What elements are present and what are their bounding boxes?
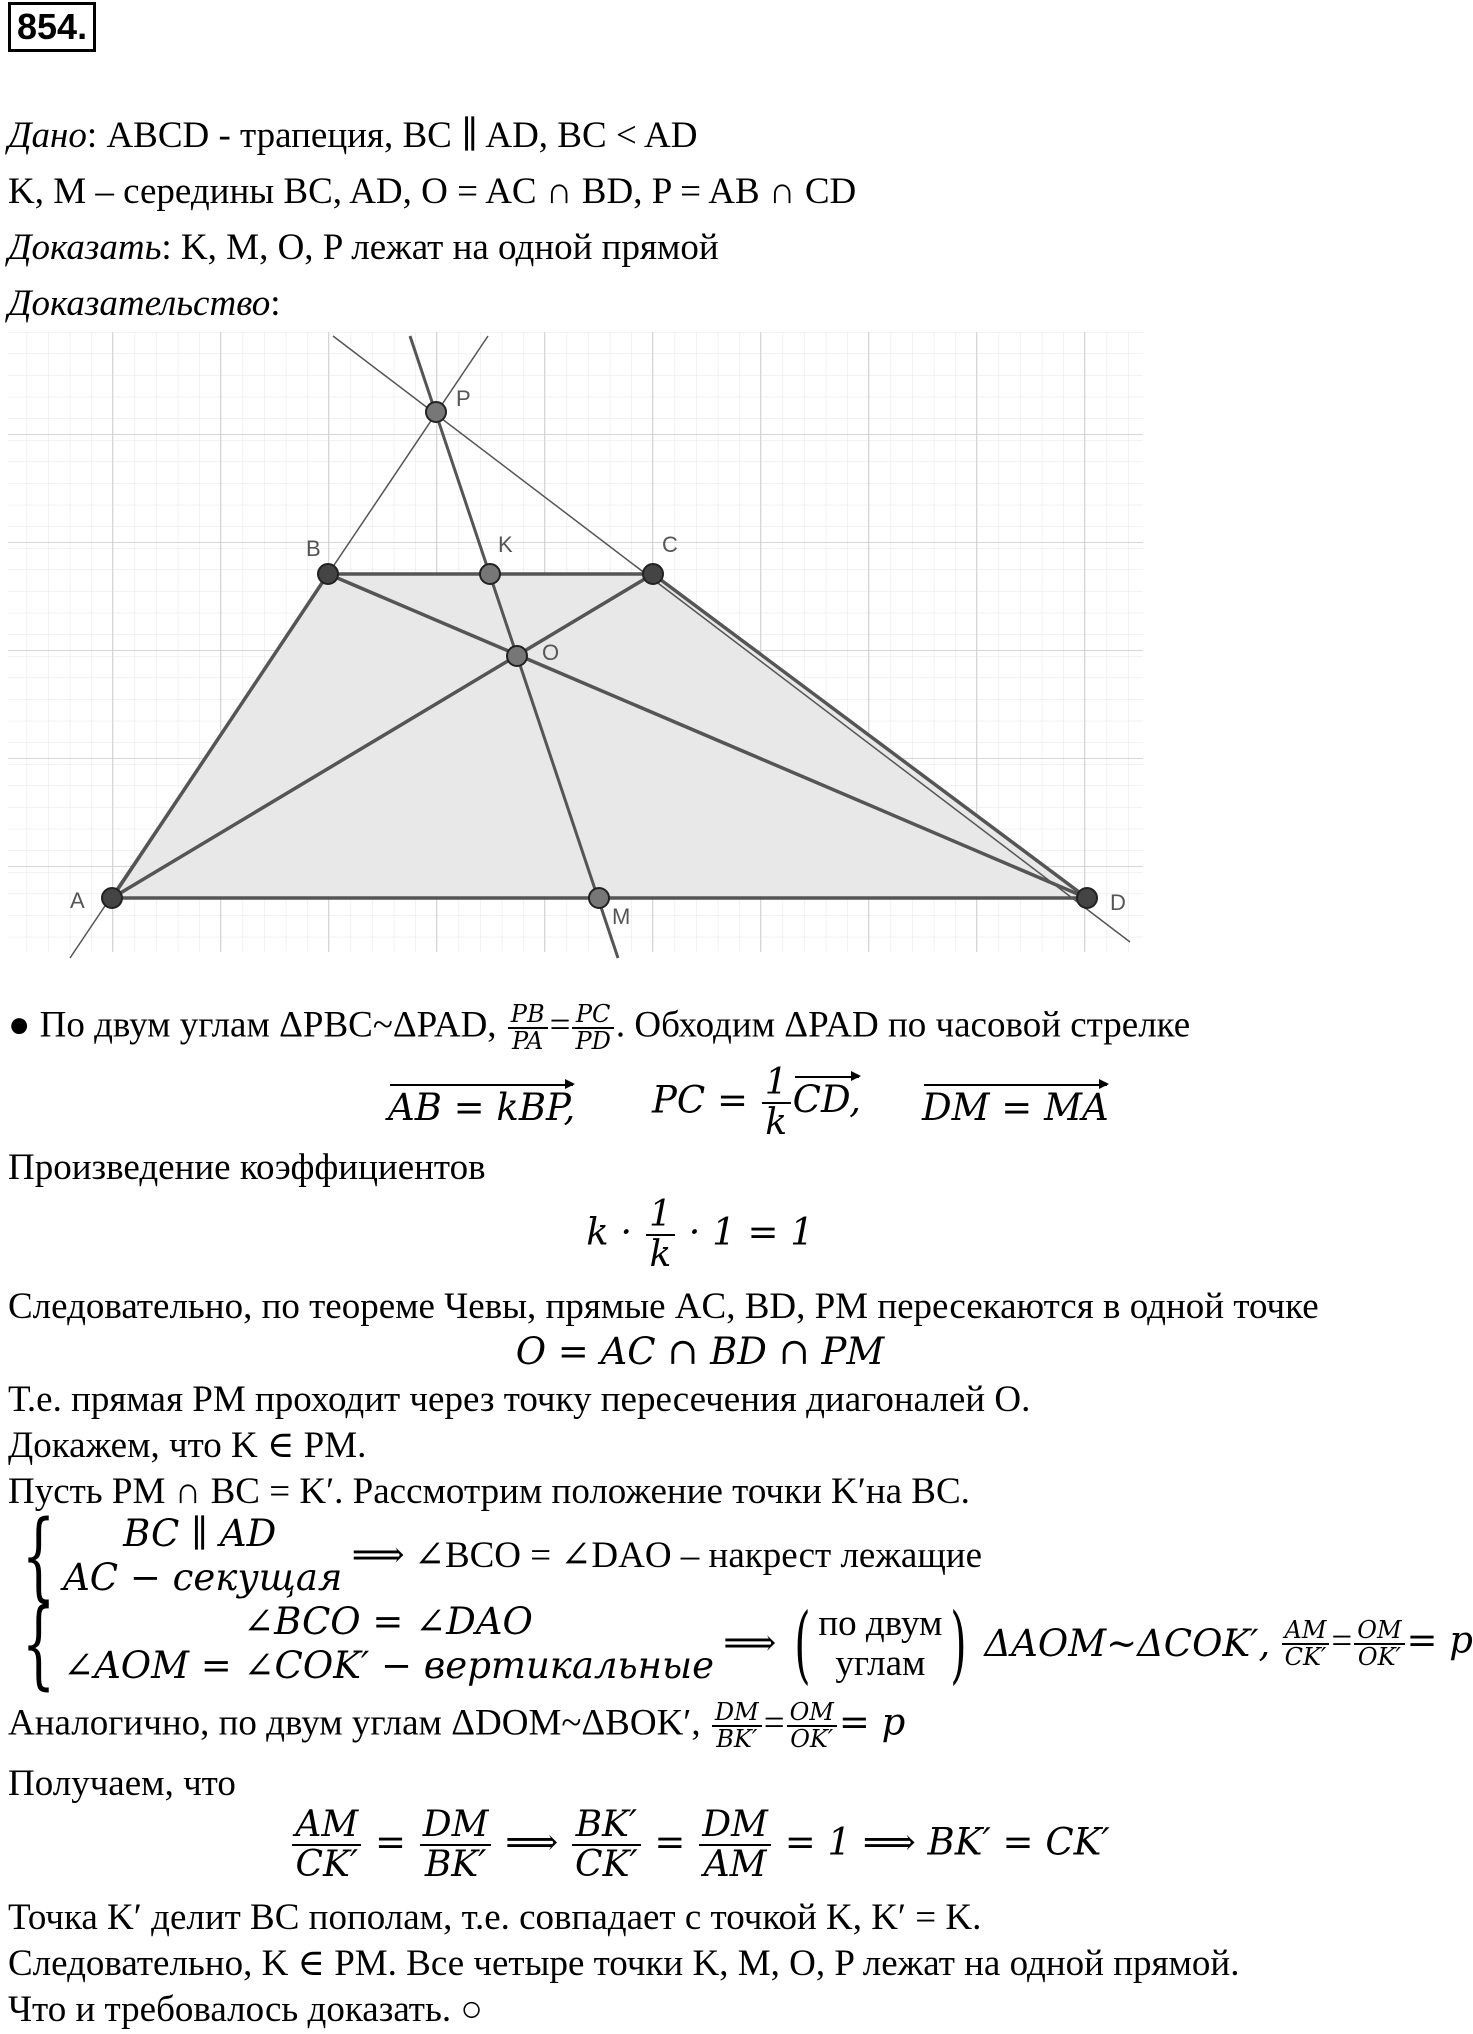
ceva-formula: O = AC ∩ BD ∩ PM (515, 1330, 885, 1373)
ratio-pb-pa: $\frac{PB}{PA}$ (508, 1002, 548, 1054)
let-k-text: Пусть PM ∩ BC = K′. Рассмотрим положение точки K′на BC. (8, 1471, 970, 1512)
prove-k-text: Докажем, что K ∈ PM. (8, 1425, 367, 1466)
halves-text: Точка K′ делит BC пополам, т.е. совпадает с точкой K, K′ = K. (8, 1897, 982, 1938)
ratio-dm-bk: $\frac{DM}{BK'}$ (712, 1700, 762, 1752)
proof-label: Доказательство (8, 283, 271, 324)
label-b: B (306, 536, 321, 561)
ratio-pc-pd: $\frac{PC}{PD}$ (572, 1002, 613, 1054)
qed-text: Что и требовалось доказать. ○ (8, 1989, 483, 2030)
by-two-angles-note: по двум углам (818, 1603, 943, 1684)
given-text: ABCD - трапеция, BC ∥ AD, BC < AD (106, 115, 698, 156)
proof-line: Доказательство: (8, 283, 281, 324)
step1-text: ● По двум углам ΔPBC~ΔPAD, (8, 1004, 497, 1046)
line-pm-text: Т.е. прямая PM проходит через точку пересечения диагоналей O. (8, 1379, 1031, 1420)
analog-line: Аналогично, по двум углам ΔDOM~ΔBOK′, $\frac{DM}{BK'}$ = $\frac{OM}{OK'}$ = p (8, 1698, 906, 1754)
point-b (318, 564, 338, 584)
given-label: Дано (8, 115, 87, 156)
point-c (643, 564, 663, 584)
coeff-frac: $\frac{1}{k}$ (646, 1196, 675, 1274)
label-p: P (456, 386, 471, 411)
prove-text: K, M, O, P лежат на одной прямой (180, 227, 719, 268)
given-line: Дано: ABCD - трапеция, BC ∥ AD, BC < AD (8, 115, 698, 156)
given-line-2: K, M – середины BC, AD, O = AC ∩ BD, P = AB ∩ CD (8, 171, 857, 212)
point-p (426, 402, 446, 422)
conclusion-text: Следовательно, K ∈ PM. Все четыре точки K, M, O, P лежат на одной прямой. (8, 1943, 1240, 1984)
ceva-text: Следовательно, по теореме Чевы, прямые AC, BD, PM пересекаются в одной точке (8, 1286, 1319, 1327)
system-2: { ∠BCO = ∠DAO ∠AOM = ∠COK′ − вертикальные ⟹ ( по двум углам ) ΔAOM~ΔCOK′, $\frac{AM}{CK'}$ = $\frac{OM}{OK'}$ = p (21, 1588, 1473, 1700)
point-m (589, 888, 609, 908)
get-text: Получаем, что (8, 1763, 236, 1804)
vector-eq-3: DM = MA (922, 1080, 1109, 1130)
vector-eq-1: AB = kBP, (388, 1080, 575, 1130)
prove-label: Доказать (8, 227, 162, 268)
label-a: A (70, 888, 85, 913)
step1-line: ● По двум углам ΔPBC~ΔPAD, $\frac{PB}{PA}$ = $\frac{PC}{PD}$ . Обходим ΔPAD по часовой стрелке (8, 1000, 1191, 1056)
point-o (507, 646, 527, 666)
ratio-am-ck: $\frac{AM}{CK'}$ (1282, 1618, 1330, 1670)
coeff-text: Произведение коэффициентов (8, 1147, 486, 1188)
point-k (480, 564, 500, 584)
label-m: M (612, 904, 631, 929)
vector-eq-2: PC = $\frac{1}{k}$ CD, (652, 1062, 862, 1143)
point-d (1077, 888, 1097, 908)
label-d: D (1110, 890, 1126, 915)
coeff-formula: k · $\frac{1}{k}$ · 1 = 1 (586, 1194, 814, 1275)
point-a (102, 888, 122, 908)
label-o: O (542, 640, 560, 665)
label-k: K (498, 532, 513, 557)
ratio-om-ok-2: $\frac{OM}{OK'}$ (787, 1700, 837, 1752)
step1-tail: . Обходим ΔPAD по часовой стрелке (615, 1004, 1191, 1046)
final-formula: $\frac{AM}{CK'}$ = $\frac{DM}{BK'}$ ⟹ $\frac{BK'}{CK'}$ = $\frac{DM}{AM}$ = 1 ⟹ BK′ = CK′ (0, 1806, 1400, 1884)
frac-1-k: $\frac{1}{k}$ (762, 1064, 791, 1142)
trapezoid-figure (0, 330, 1150, 960)
problem-number: 854. (8, 2, 96, 52)
prove-line: Доказать: K, M, O, P лежат на одной прямой (8, 227, 719, 268)
ratio-om-ok-1: $\frac{OM}{OK'}$ (1354, 1618, 1404, 1670)
label-c: C (662, 532, 678, 557)
system-1: { BC ∥ AD AC − секущая ⟹ ∠BCO = ∠DAO – накрест лежащие (21, 1500, 983, 1612)
